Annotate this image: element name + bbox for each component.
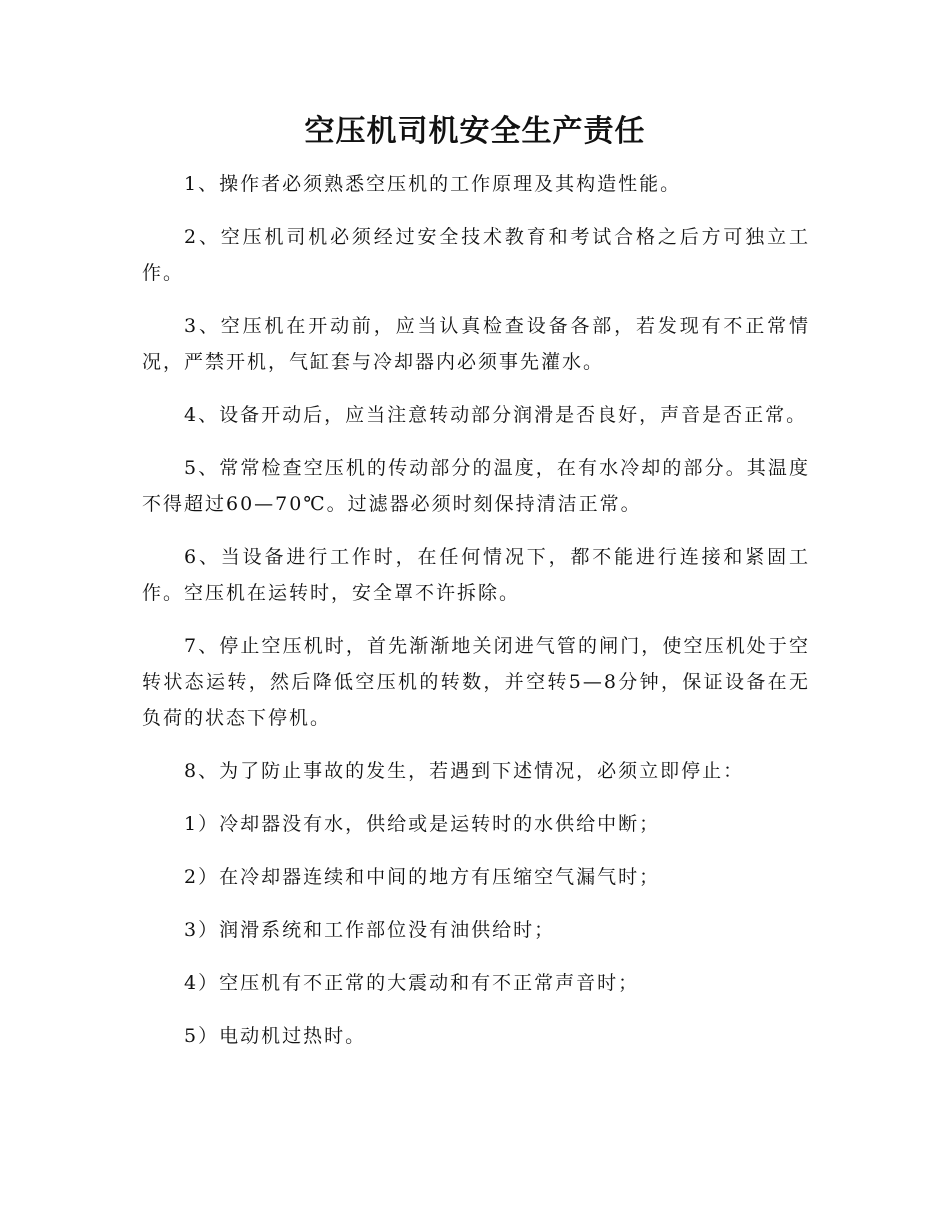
- list-item-1: 1）冷却器没有水，供给或是运转时的水供给中断；: [184, 813, 661, 835]
- list-item-3: 3）润滑系统和工作部位没有油供给时；: [184, 919, 556, 941]
- paragraph-4: 4、设备开动后，应当注意转动部分润滑是否良好，声音是否正常。: [184, 404, 808, 426]
- paragraph-8: 8、为了防止事故的发生，若遇到下述情况，必须立即停止：: [184, 760, 745, 782]
- list-item-5: 5）电动机过热时。: [184, 1025, 367, 1047]
- list-item-2: 2）在冷却器连续和中间的地方有压缩空气漏气时；: [184, 866, 661, 888]
- paragraph-5: 5、常常检查空压机的传动部分的温度，在有水冷却的部分。其温度不得超过60—70℃。过滤器必须时刻保持清洁正常。: [142, 457, 810, 515]
- paragraph-3: 3、空压机在开动前，应当认真检查设备各部，若发现有不正常情况，严禁开机，气缸套与冷却器内必须事先灌水。: [142, 315, 810, 373]
- document-body: [142, 166, 810, 1071]
- paragraph-7: 7、停止空压机时，首先渐渐地关闭进气管的闸门，使空压机处于空转状态运转，然后降低空压机的转数，并空转5—8分钟，保证设备在无负荷的状态下停机。: [142, 635, 810, 729]
- paragraph-6: 6、当设备进行工作时，在任何情况下，都不能进行连接和紧固工作。空压机在运转时，安全罩不许拆除。: [142, 546, 810, 604]
- list-item-4: 4）空压机有不正常的大震动和有不正常声音时；: [184, 972, 640, 994]
- document-title: 空压机司机安全生产责任: [304, 114, 646, 149]
- paragraph-1: 1、操作者必须熟悉空压机的工作原理及其构造性能。: [184, 173, 682, 195]
- paragraph-2: 2、空压机司机必须经过安全技术教育和考试合格之后方可独立工作。: [142, 226, 810, 284]
